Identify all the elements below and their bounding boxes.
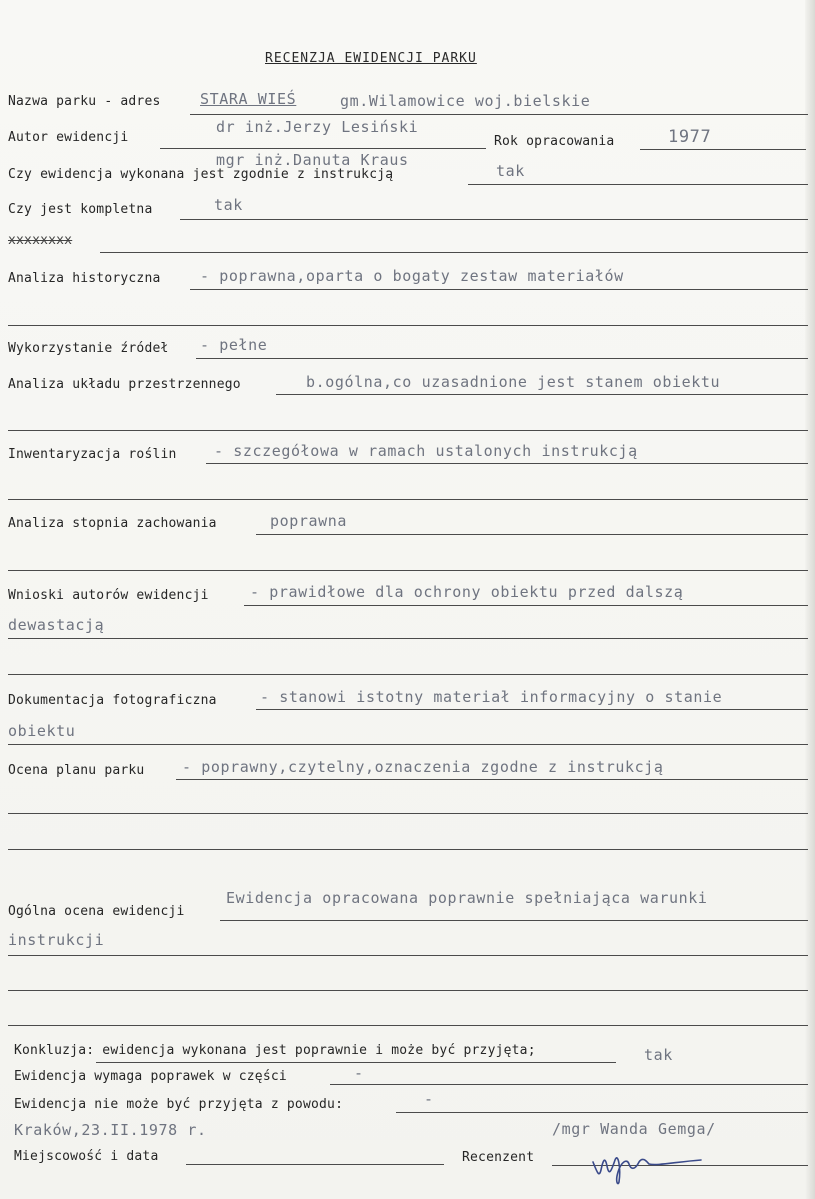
label-rejected: Ewidencja nie może być przyjęta z powodu: bbox=[14, 1097, 344, 1112]
value-plan: - poprawny,czytelny,oznaczenia zgodne z instrukcją bbox=[182, 758, 664, 776]
value-author-2: mgr inż.Danuta Kraus bbox=[216, 151, 409, 169]
value-corrections: - bbox=[354, 1064, 364, 1082]
value-overall-2: instrukcji bbox=[8, 931, 105, 949]
label-place-date: Miejscowość i data bbox=[14, 1149, 159, 1164]
line-rejected bbox=[396, 1112, 808, 1113]
value-conclusion: tak bbox=[644, 1046, 673, 1064]
value-photo-2: obiektu bbox=[8, 722, 76, 740]
label-according: Czy ewidencja wykonana jest zgodnie z instrukcją bbox=[8, 167, 394, 182]
value-park-admin: gm.Wilamowice woj.bielskie bbox=[340, 92, 591, 110]
page-edge-shadow bbox=[805, 0, 815, 1199]
line-historical-2 bbox=[8, 325, 808, 326]
line-photo-2 bbox=[8, 744, 808, 745]
line-park-name bbox=[190, 114, 808, 115]
label-preservation: Analiza stopnia zachowania bbox=[8, 516, 217, 531]
line-preservation-2 bbox=[8, 570, 808, 571]
line-corrections bbox=[330, 1084, 808, 1085]
label-park-name: Nazwa parku - adres bbox=[8, 94, 161, 109]
line-preservation bbox=[256, 534, 808, 535]
value-year: 1977 bbox=[668, 127, 712, 147]
label-plan: Ocena planu parku bbox=[8, 763, 145, 778]
line-spatial bbox=[276, 394, 808, 395]
label-photo: Dokumentacja fotograficzna bbox=[8, 693, 217, 708]
label-year: Rok opracowania bbox=[494, 134, 615, 149]
value-complete: tak bbox=[214, 196, 243, 214]
label-conclusion: Konkluzja: ewidencja wykonana jest poprawnie i może być przyjęta; bbox=[14, 1043, 536, 1058]
handwritten-signature bbox=[585, 1142, 705, 1188]
line-overall bbox=[220, 920, 808, 921]
line-sources bbox=[196, 358, 808, 359]
value-conclusions-2: dewastacją bbox=[8, 616, 105, 634]
line-author bbox=[160, 148, 486, 149]
line-historical bbox=[190, 289, 808, 290]
value-sources: - pełne bbox=[200, 336, 268, 354]
line-plan-2 bbox=[8, 813, 808, 814]
value-preservation: poprawna bbox=[270, 512, 348, 530]
line-conclusion bbox=[96, 1062, 616, 1063]
document-title: RECENZJA EWIDENCJI PARKU bbox=[265, 51, 477, 66]
line-plants-2 bbox=[8, 499, 808, 500]
label-conclusions: Wnioski autorów ewidencji bbox=[8, 588, 209, 603]
label-corrections: Ewidencja wymaga poprawek w części bbox=[14, 1069, 287, 1084]
value-photo-1: - stanowi istotny materiał informacyjny o stanie bbox=[260, 688, 723, 706]
label-spatial: Analiza układu przestrzennego bbox=[8, 377, 241, 392]
line-conclusions-3 bbox=[8, 674, 808, 675]
label-author: Autor ewidencji bbox=[8, 130, 129, 145]
value-reviewer: /mgr Wanda Gemga/ bbox=[552, 1120, 716, 1138]
value-rejected: - bbox=[424, 1090, 434, 1108]
label-reviewer: Recenzent bbox=[462, 1150, 535, 1165]
label-historical: Analiza historyczna bbox=[8, 271, 161, 286]
line-overall-4 bbox=[8, 1025, 808, 1026]
line-photo bbox=[256, 709, 808, 710]
value-overall-1: Ewidencja opracowana poprawnie spełniająca warunki bbox=[226, 889, 708, 907]
label-overall: Ogólna ocena ewidencji bbox=[8, 904, 185, 919]
line-struck bbox=[100, 252, 808, 253]
value-place-date: Kraków,23.II.1978 r. bbox=[14, 1121, 207, 1139]
label-complete: Czy jest kompletna bbox=[8, 202, 153, 217]
line-plan bbox=[176, 779, 808, 780]
line-plan-3 bbox=[8, 849, 808, 850]
line-conclusions-2 bbox=[8, 638, 808, 639]
label-plants: Inwentaryzacja roślin bbox=[8, 447, 177, 462]
line-according bbox=[468, 184, 808, 185]
value-conclusions-1: - prawidłowe dla ochrony obiektu przed dalszą bbox=[250, 583, 684, 601]
line-overall-2 bbox=[8, 955, 808, 956]
value-plants: - szczegółowa w ramach ustalonych instrukcją bbox=[214, 442, 638, 460]
value-park-place: STARA WIEŚ bbox=[200, 90, 297, 108]
line-spatial-2 bbox=[8, 430, 808, 431]
line-overall-3 bbox=[8, 990, 808, 991]
struck-text: xxxxxxxx bbox=[8, 233, 73, 248]
line-complete bbox=[180, 219, 808, 220]
value-spatial: b.ogólna,co uzasadnione jest stanem obiektu bbox=[306, 373, 721, 391]
line-plants bbox=[206, 463, 808, 464]
line-year bbox=[640, 149, 806, 150]
line-conclusions bbox=[244, 605, 808, 606]
label-sources: Wykorzystanie źródeł bbox=[8, 341, 169, 356]
value-historical: - poprawna,oparta o bogaty zestaw materiałów bbox=[200, 267, 624, 285]
value-author-1: dr inż.Jerzy Lesiński bbox=[216, 118, 419, 136]
line-place-date bbox=[186, 1164, 444, 1165]
value-according: tak bbox=[496, 162, 525, 180]
